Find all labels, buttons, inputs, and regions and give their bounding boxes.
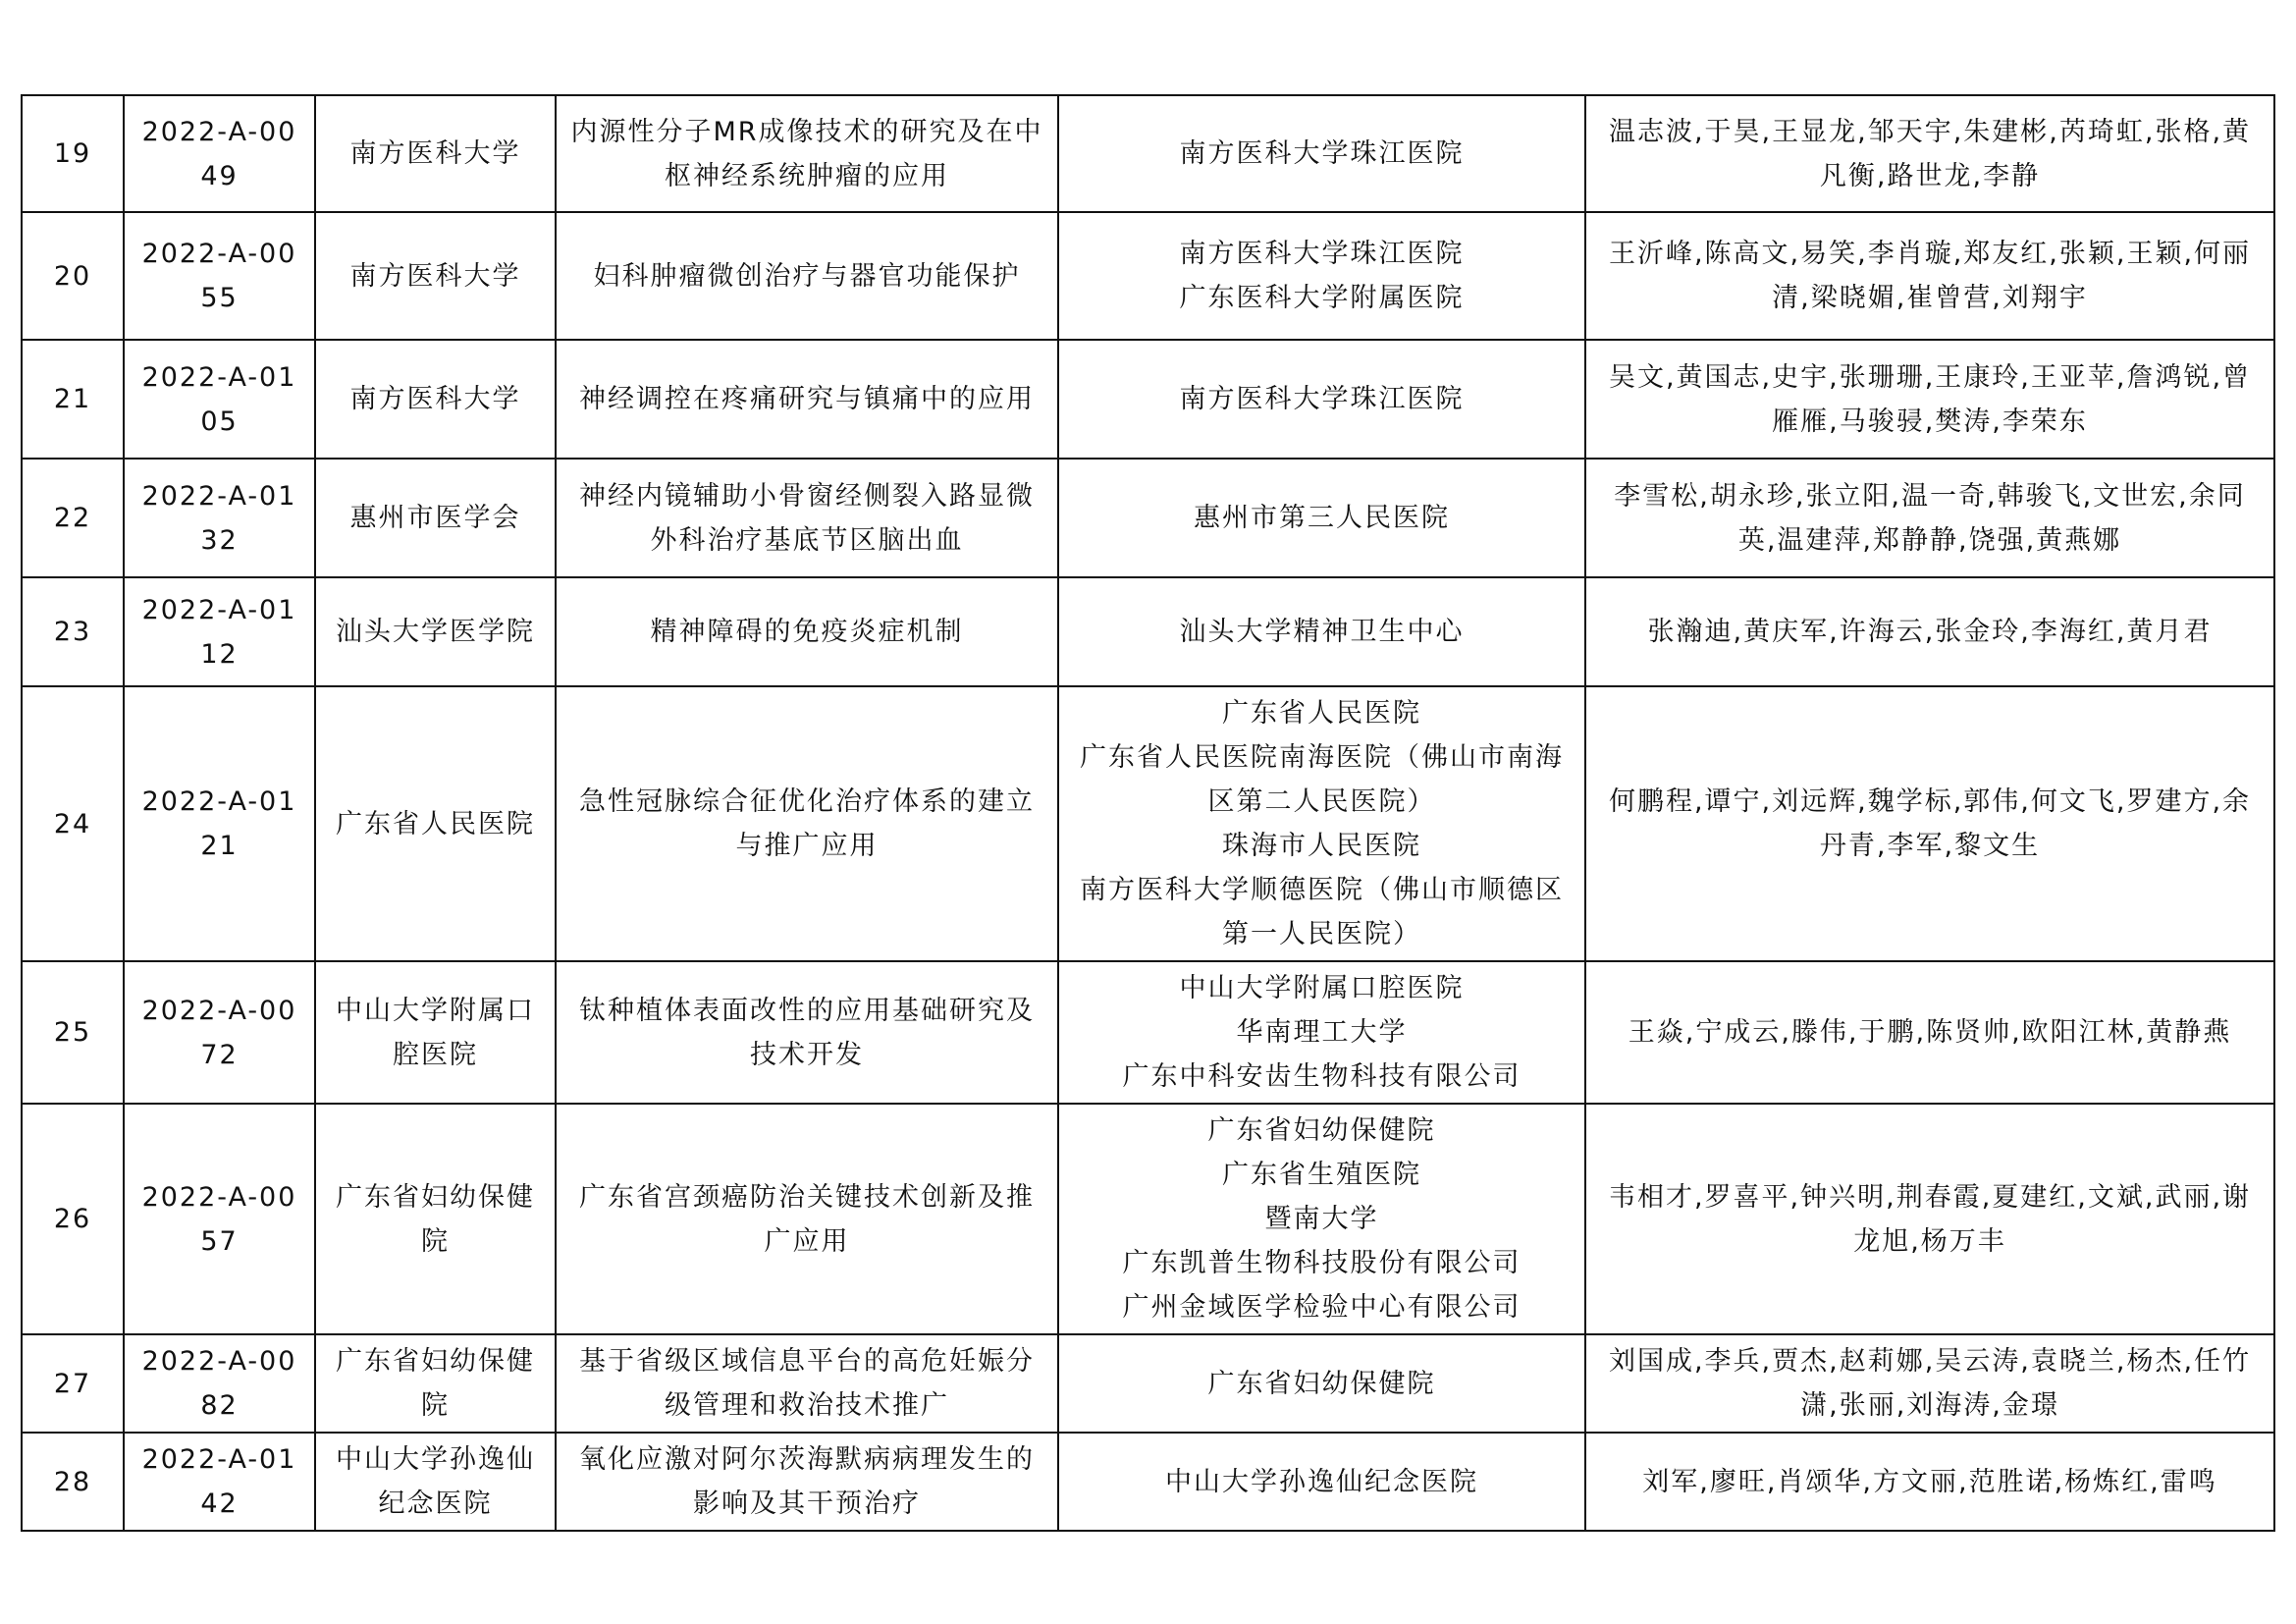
project-code-cell: 2022-A-0082 <box>124 1334 315 1433</box>
completion-unit: 广东医科大学附属医院 <box>1179 283 1465 313</box>
contributors-cell: 韦相才,罗喜平,钟兴明,荆春霞,夏建红,文斌,武丽,谢龙旭,杨万丰 <box>1585 1104 2274 1334</box>
nominator-cell: 广东省妇幼保健院 <box>315 1334 556 1433</box>
completion-unit: 广东省人民医院南海医院（佛山市南海区第二人民医院） <box>1080 742 1564 817</box>
contributors-cell: 刘国成,李兵,贾杰,赵莉娜,吴云涛,袁晓兰,杨杰,任竹潇,张丽,刘海涛,金璟 <box>1585 1334 2274 1433</box>
project-name-cell: 急性冠脉综合征优化治疗体系的建立与推广应用 <box>556 686 1058 961</box>
completion-units-cell <box>1058 1334 1585 1433</box>
completion-unit: 南方医科大学珠江医院 <box>1179 138 1465 169</box>
row-number-cell: 26 <box>22 1104 124 1334</box>
completion-units-cell <box>1058 95 1585 212</box>
project-name-cell: 氧化应激对阿尔茨海默病病理发生的影响及其干预治疗 <box>556 1433 1058 1531</box>
row-number-cell: 20 <box>22 212 124 340</box>
contributors-cell: 温志波,于昊,王显龙,邹天宇,朱建彬,芮琦虹,张格,黄凡衡,路世龙,李静 <box>1585 95 2274 212</box>
table-row <box>22 686 2274 961</box>
completion-units-cell <box>1058 212 1585 340</box>
completion-unit: 珠海市人民医院 <box>1222 831 1421 861</box>
completion-units-cell <box>1058 459 1585 577</box>
nominator-cell: 中山大学孙逸仙纪念医院 <box>315 1433 556 1531</box>
nominator-cell: 广东省人民医院 <box>315 686 556 961</box>
completion-units-cell <box>1058 577 1585 686</box>
nominator-cell: 惠州市医学会 <box>315 459 556 577</box>
completion-unit: 南方医科大学珠江医院 <box>1179 384 1465 414</box>
project-name-cell: 妇科肿瘤微创治疗与器官功能保护 <box>556 212 1058 340</box>
contributors-cell: 张瀚迪,黄庆军,许海云,张金玲,李海红,黄月君 <box>1585 577 2274 686</box>
row-number-cell: 19 <box>22 95 124 212</box>
contributors-cell: 吴文,黄国志,史宇,张珊珊,王康玲,王亚苹,詹鸿锐,曾雁雁,马骏骎,樊涛,李荣东 <box>1585 340 2274 459</box>
project-code-cell: 2022-A-0049 <box>124 95 315 212</box>
table-row <box>22 1104 2274 1334</box>
completion-units-cell <box>1058 1433 1585 1531</box>
table-row <box>22 1334 2274 1433</box>
project-code-cell: 2022-A-0105 <box>124 340 315 459</box>
project-code-cell: 2022-A-0055 <box>124 212 315 340</box>
project-name-cell: 钛种植体表面改性的应用基础研究及技术开发 <box>556 961 1058 1104</box>
project-name-cell: 神经内镜辅助小骨窗经侧裂入路显微外科治疗基底节区脑出血 <box>556 459 1058 577</box>
contributors-cell: 何鹏程,谭宁,刘远辉,魏学标,郭伟,何文飞,罗建方,余丹青,李军,黎文生 <box>1585 686 2274 961</box>
completion-unit: 南方医科大学珠江医院 <box>1179 239 1465 269</box>
row-number-cell: 25 <box>22 961 124 1104</box>
project-code-cell: 2022-A-0121 <box>124 686 315 961</box>
nominator-cell: 广东省妇幼保健院 <box>315 1104 556 1334</box>
row-number-cell: 23 <box>22 577 124 686</box>
table-row <box>22 961 2274 1104</box>
completion-unit: 广东省妇幼保健院 <box>1207 1368 1436 1399</box>
nominator-cell: 南方医科大学 <box>315 340 556 459</box>
table-row <box>22 459 2274 577</box>
project-name-cell: 基于省级区域信息平台的高危妊娠分级管理和救治技术推广 <box>556 1334 1058 1433</box>
table-row <box>22 95 2274 212</box>
completion-unit: 广东省人民医院 <box>1222 698 1421 729</box>
completion-unit: 广东中科安齿生物科技有限公司 <box>1122 1061 1522 1092</box>
completion-units-cell <box>1058 1104 1585 1334</box>
completion-unit: 华南理工大学 <box>1236 1017 1408 1048</box>
completion-units-cell <box>1058 686 1585 961</box>
completion-unit: 中山大学孙逸仙纪念医院 <box>1165 1466 1478 1497</box>
project-code-cell: 2022-A-0112 <box>124 577 315 686</box>
table-row <box>22 577 2274 686</box>
contributors-cell: 王焱,宁成云,滕伟,于鹏,陈贤帅,欧阳江林,黄静燕 <box>1585 961 2274 1104</box>
completion-units-cell <box>1058 961 1585 1104</box>
project-code-cell: 2022-A-0132 <box>124 459 315 577</box>
row-number-cell: 22 <box>22 459 124 577</box>
completion-unit: 汕头大学精神卫生中心 <box>1179 617 1465 647</box>
project-name-cell: 广东省宫颈癌防治关键技术创新及推广应用 <box>556 1104 1058 1334</box>
project-code-cell: 2022-A-0057 <box>124 1104 315 1334</box>
completion-unit: 暨南大学 <box>1264 1204 1379 1234</box>
completion-unit: 广东省生殖医院 <box>1222 1160 1421 1190</box>
contributors-cell: 李雪松,胡永珍,张立阳,温一奇,韩骏飞,文世宏,余同英,温建萍,郑静静,饶强,黄燕娜 <box>1585 459 2274 577</box>
nominator-cell: 中山大学附属口腔医院 <box>315 961 556 1104</box>
completion-units-cell <box>1058 340 1585 459</box>
table-body <box>22 95 2274 1531</box>
row-number-cell: 24 <box>22 686 124 961</box>
completion-unit: 广东凯普生物科技股份有限公司 <box>1122 1248 1522 1278</box>
completion-unit: 广东省妇幼保健院 <box>1207 1115 1436 1146</box>
contributors-cell: 刘军,廖旺,肖颂华,方文丽,范胜诺,杨炼红,雷鸣 <box>1585 1433 2274 1531</box>
contributors-cell: 王沂峰,陈高文,易笑,李肖璇,郑友红,张颖,王颖,何丽清,梁晓媚,崔曾营,刘翔宇 <box>1585 212 2274 340</box>
nominator-cell: 南方医科大学 <box>315 212 556 340</box>
row-number-cell: 21 <box>22 340 124 459</box>
award-project-table <box>21 94 2275 1532</box>
project-code-cell: 2022-A-0142 <box>124 1433 315 1531</box>
completion-unit: 中山大学附属口腔医院 <box>1179 973 1465 1003</box>
row-number-cell: 27 <box>22 1334 124 1433</box>
completion-unit: 惠州市第三人民医院 <box>1194 503 1450 533</box>
row-number-cell: 28 <box>22 1433 124 1531</box>
project-name-cell: 内源性分子MR成像技术的研究及在中枢神经系统肿瘤的应用 <box>556 95 1058 212</box>
table-row <box>22 340 2274 459</box>
table-row <box>22 212 2274 340</box>
nominator-cell: 汕头大学医学院 <box>315 577 556 686</box>
completion-unit: 广州金域医学检验中心有限公司 <box>1122 1292 1522 1323</box>
table-row <box>22 1433 2274 1531</box>
nominator-cell: 南方医科大学 <box>315 95 556 212</box>
completion-unit: 南方医科大学顺德医院（佛山市顺德区第一人民医院） <box>1080 875 1564 949</box>
project-name-cell: 神经调控在疼痛研究与镇痛中的应用 <box>556 340 1058 459</box>
project-code-cell: 2022-A-0072 <box>124 961 315 1104</box>
project-name-cell: 精神障碍的免疫炎症机制 <box>556 577 1058 686</box>
